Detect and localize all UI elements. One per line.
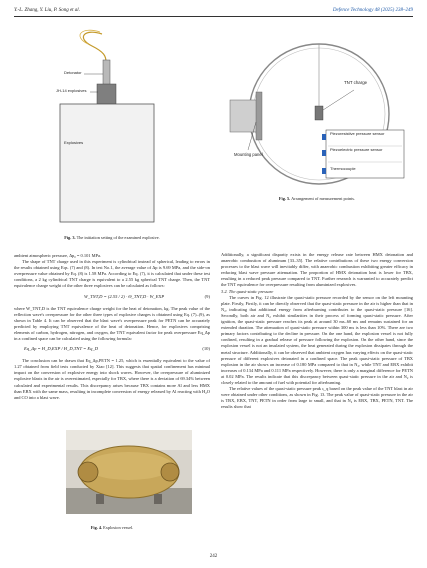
header-authors: Y.-L. Zhang, Y. Liu, P. Song et al. <box>14 8 80 13</box>
left-column <box>14 253 210 401</box>
paragraph: The conclusion can be drawn that Eq_Δp,PETN = 1.25, which is essentially equivalent to the value of 1.27 obtained from field tests conducted by Xiao [12]. This suggests that spatial confinement has minimal impact on the conversion of explosive energy into shock waves. However, the overpressure of aluminized explosive blasts in the air is overestimated, especially for TBX, where there is a deviation of 69.34% between calculated and experimental results. This discrepancy arises because TBX contains more Al and less HMX than EBX with the same mass, resulting in incomplete conversion of energy released by Al reacting with H₂O and CO into a blast wave. <box>14 358 210 400</box>
figure-3-caption: Fig. 3. The initiation setting of the examined explosive. <box>64 235 160 240</box>
paragraph: where W_TNT,D is the TNT equivalence charge weight for the heat of detonation, kg. The peak value of the reflection wave's overpressure for the other three types of explosive charges is obtained using Eq. (7)–(9), as shown in Table 4. It can be observed that the blast wave's overpressure peak for PETN can be accurately predicted by employing TNT equivalence of the heat of detonation. Hence, for explosives comprising elements of carbon, hydrogen, nitrogen, and oxygen, the TNT equivalent factor for peak overpressure Eq_Δp in a confined space can be calculated using the following formula: <box>14 305 210 342</box>
figure-4-explosion-vessel <box>66 430 192 514</box>
page-header <box>14 8 413 18</box>
paragraph: The shape of TNT charge used in this experiment is cylindrical instead of spherical, leading to errors in the results obtained using Eqs. (7) and (8). In test No.1, the average value of Δp is 9.69 MPa, and the side-on overpressure value obtained by Eq. (8) is 1.58 MPa. According to Eq. (7), it is calculated that under these test conditions, a 2 kg cylindrical TNT charge is equivalent to a 2.55 kg spherical TNT charge. Then, the TNT equivalence charge weight of the other three explosives can be calculated as follows: <box>14 259 210 289</box>
label-explosives: Explosives <box>64 140 84 145</box>
figure-4-caption: Fig. 4. Explosion vessel. <box>90 525 134 530</box>
right-column <box>221 252 413 410</box>
paragraph: The relative values of the quasi-static pressure peak ς_q based on the peak value of the TNT blast in air were obtained under other conditions, as shown in Fig. 13. The peak value of quasi-static pressure in the air is TBX, EBX, TNT, PETN in order from large to small, and that in N₂ is EBX, TBX, PETN, TNT. The results show that <box>221 386 413 410</box>
header-rule <box>14 16 413 17</box>
figure-5-measurement-arrangement <box>226 30 412 190</box>
label-mounting-panel: Mounting panel <box>234 152 263 157</box>
page-number: 242 <box>209 554 218 559</box>
label-detonator: Detonator <box>64 70 82 75</box>
equation-9: W_TNT,D = (2.55 / 2) · Θ_TNT,D · W_EXP (9) <box>84 293 210 299</box>
equation-10: Eq_Δp = H_D,EXP / H_D,TNT = Eq_D (10) <box>24 346 210 352</box>
figure-3-initiation-setting <box>44 24 172 230</box>
label-piezoresistive: Piezoresistive pressure sensor <box>330 131 385 136</box>
section-heading: 3.2. The quasi-static pressure <box>221 288 274 294</box>
figure-5-caption: Fig. 5. Arrangement of measurement points. <box>278 196 356 201</box>
paragraph: The curves in Fig. 12 illustrate the quasi-static pressure recorded by the sensor on the left mounting plate. Firstly, Firstly, it can be directly observed that the quasi-static pressure in the air is higher than that in N₂, indicating that additional energy from afterburning contributes to the quasi-static pressure [16]. Secondly, both air and N₂ exhibit similarities in their process of forming quasi-static pressure. After ignition, the quasi-static pressure reaches its peak at around 30 ms–60 ms and remains sustained for an extended duration. The attenuation of quasi-static pressure within 300 ms is less than 10%. There are two primary factors contributing to the decline in pressure. On the one hand, the explosion vessel is not fully confined, resulting in a gradual release of pressure following the explosion. On the other hand, since the explosion vessel is not an insulated system, the heat generated during the explosion dissipates through the metal structure. Additionally, it can be observed that ambient oxygen has varying effects on the quasi-static pressure of different explosives detonated in a confined space. The peak quasi-static pressure of TBX explosion in the air shows an increase of 0.180 MPa compared to that in N₂, while TNT and EBX exhibit increases of 0.134 MPa and 0.111 MPa respectively. However, there is only a marginal difference for PETN at 0.02 MPa. The results indicate that this discrepancy between quasi-static pressure in the air and N₂ is closely related to the amount of fuel with potential for afterburning. <box>221 294 413 385</box>
label-piezoelectric: Piezoelectric pressure sensor <box>330 147 383 152</box>
label-thermocouple: Thermocouple <box>330 166 356 171</box>
paragraph: Additionally, a significant disparity exists in the energy release rate between HMX detonation and anaerobic combustion of aluminum [33–35]. The relative contributions of these two energy conversion processes to the blast wave will inevitably differ, with anaerobic combustion exhibiting greater efficacy in reducing blast wave pressure attenuation. The proportion of HMX detonation heat is lower for TBX, resulting in a reduced peak pressure compared to TNT. Further research is warranted to accurately predict the TNT equivalence for overpressure resulting from aluminized explosives. <box>221 252 413 288</box>
label-tnt-charge: TNT charge <box>344 80 368 85</box>
label-booster: JH-14 explosives <box>56 88 87 93</box>
header-journal: Defence Technology 48 (2025) 238–249 <box>332 8 413 13</box>
paragraph: ambient atmospheric pressure, Δp₀ = 0.101 MPa. <box>14 253 102 258</box>
